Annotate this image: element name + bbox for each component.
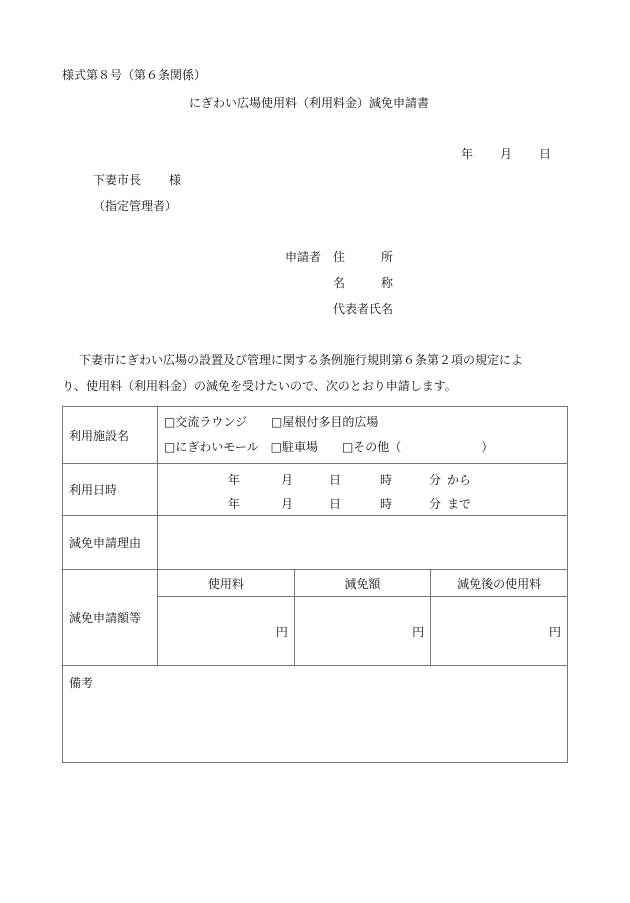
to-month: 月 [281, 496, 294, 511]
facility-option-mall[interactable]: □にぎわいモール [164, 440, 259, 454]
amount-subtable [158, 570, 567, 665]
facility-label: 利用施設名 [63, 407, 158, 464]
remarks-row [63, 666, 568, 763]
to-minute: 分 [429, 496, 442, 511]
facility-option-other-close: ） [481, 440, 494, 454]
to-day: 日 [329, 496, 342, 511]
to-hour: 時 [380, 496, 393, 511]
applicant-representative-label: 代表者氏名 [333, 302, 394, 316]
datetime-row [63, 464, 568, 516]
facility-option-parking[interactable]: □駐車場 [270, 440, 318, 454]
body-text-line2: り、使用料（利用料金）の減免を受けたいので、次のとおり申請します。 [62, 379, 457, 393]
facility-option-plaza[interactable]: □屋根付多目的広場 [271, 415, 379, 429]
addressee-honorific: 様 [169, 173, 182, 187]
remarks-label: 備考 [69, 676, 94, 690]
datetime-label: 利用日時 [63, 464, 158, 516]
reason-row [63, 516, 568, 570]
from-year: 年 [228, 472, 241, 487]
facility-options [158, 407, 568, 464]
addressee-name: 下妻市長 [93, 173, 142, 187]
from-hour: 時 [380, 472, 393, 487]
amount-row [63, 570, 568, 666]
applicant-address-label: 住 所 [333, 250, 394, 264]
facility-option-lounge[interactable]: □交流ラウンジ [164, 415, 248, 429]
date-year: 年 [461, 147, 474, 161]
form-title: にぎわい広場使用料（利用料金）減免申請書 [189, 96, 430, 110]
from-day: 日 [329, 472, 342, 487]
reason-input-area[interactable] [158, 516, 568, 570]
reason-label: 減免申請理由 [63, 516, 158, 570]
to-year: 年 [228, 496, 241, 511]
facility-row [63, 407, 568, 464]
after-fee-yen[interactable]: 円 [548, 624, 561, 639]
from-suffix: から [447, 472, 472, 487]
from-minute: 分 [429, 472, 442, 487]
addressee-manager: （指定管理者） [93, 199, 178, 213]
reduction-header: 減免額 [294, 570, 430, 597]
amount-label: 減免申請額等 [63, 570, 158, 666]
after-fee-header: 減免後の使用料 [431, 570, 567, 597]
form-number: 様式第８号（第６条関係） [62, 68, 207, 82]
fee-header: 使用料 [158, 570, 294, 597]
facility-option-other[interactable]: □その他（ [341, 440, 402, 454]
remarks-cell[interactable] [63, 666, 568, 763]
to-suffix: まで [447, 496, 472, 511]
datetime-cell [158, 464, 568, 516]
reduction-yen[interactable]: 円 [294, 597, 430, 666]
date-month: 月 [500, 147, 513, 161]
from-month: 月 [281, 472, 294, 487]
date-day: 日 [539, 147, 552, 161]
applicant-label: 申請者 [285, 250, 322, 264]
body-text-line1: 下妻市にぎわい広場の設置及び管理に関する条例施行規則第６条第２項の規定によ [79, 353, 524, 367]
application-table [62, 406, 568, 763]
fee-yen[interactable]: 円 [158, 597, 294, 666]
amount-cell [158, 570, 568, 666]
applicant-name-label: 名 称 [333, 276, 394, 290]
